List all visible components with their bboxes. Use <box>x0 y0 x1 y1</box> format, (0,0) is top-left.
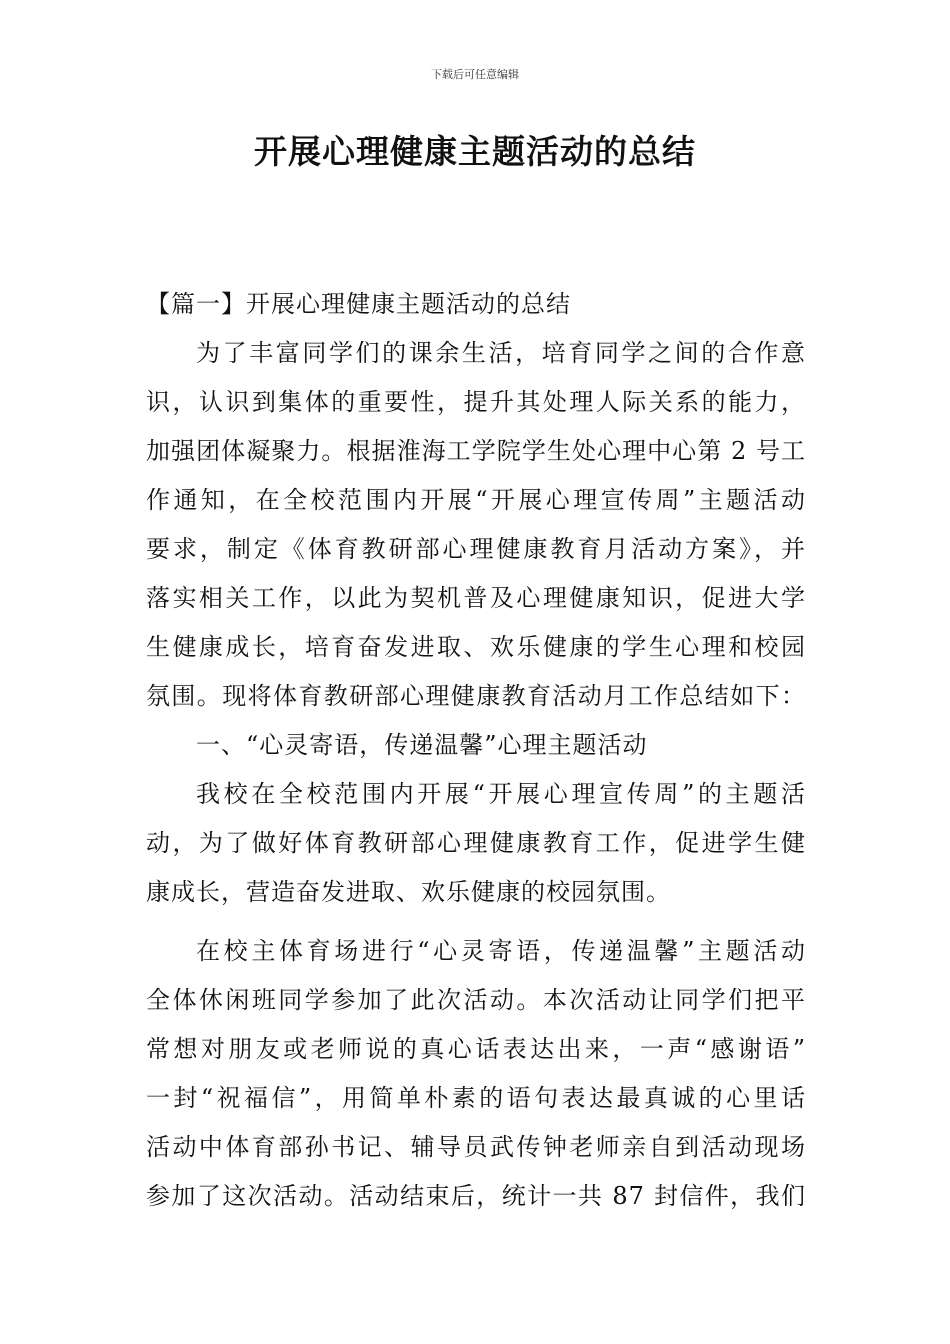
text-line: 在校主体育场进行“心灵寄语，传递温馨”主题活动 <box>196 937 806 965</box>
text-line: 氛围。现将体育教研部心理健康教育活动月工作总结如下： <box>146 682 806 710</box>
text-line: 为了丰富同学们的课余生活，培育同学之间的合作意 <box>196 339 806 367</box>
paragraph-2 <box>146 770 806 917</box>
text-line: 全体休闲班同学参加了此次活动。本次活动让同学们把平 <box>146 986 806 1014</box>
text-line: 动，为了做好体育教研部心理健康教育工作，促进学生健 <box>146 829 806 857</box>
text-line: 一封“祝福信”，用简单朴素的语句表达最真诚的心里话 <box>146 1084 806 1112</box>
text-line: 落实相关工作，以此为契机普及心理健康知识，促进大学 <box>146 584 806 612</box>
text-line: 识，认识到集体的重要性，提升其处理人际关系的能力， <box>146 388 806 416</box>
subsection-heading <box>146 721 806 770</box>
text-line: 康成长，营造奋发进取、欢乐健康的校园氛围。 <box>146 878 671 906</box>
text-line: 作通知，在全校范围内开展“开展心理宣传周”主题活动 <box>146 486 806 514</box>
section-heading: 【篇一】开展心理健康主题活动的总结 <box>146 290 571 318</box>
text-line: 要求，制定《体育教研部心理健康教育月活动方案》，并 <box>146 535 806 563</box>
text-line: 加强团体凝聚力。根据淮海工学院学生处心理中心第 2 号工 <box>146 437 806 465</box>
text-line: 一、“心灵寄语，传递温馨”心理主题活动 <box>196 731 648 759</box>
text-line: 参加了这次活动。活动结束后，统计一共 87 封信件，我们 <box>146 1182 806 1210</box>
header-note: 下载后可任意编辑 <box>431 68 519 81</box>
text-line: 我校在全校范围内开展“开展心理宣传周”的主题活 <box>196 780 806 808</box>
paragraph-3 <box>146 927 806 1221</box>
document-title: 开展心理健康主题活动的总结 <box>254 132 696 171</box>
document-body <box>146 280 806 1221</box>
text-line: 活动中体育部孙书记、辅导员武传钟老师亲自到活动现场 <box>146 1133 806 1161</box>
text-line: 生健康成长，培育奋发进取、欢乐健康的学生心理和校园 <box>146 633 806 661</box>
paragraph-1 <box>146 329 806 721</box>
text-line: 常想对朋友或老师说的真心话表达出来，一声“感谢语” <box>146 1035 806 1063</box>
